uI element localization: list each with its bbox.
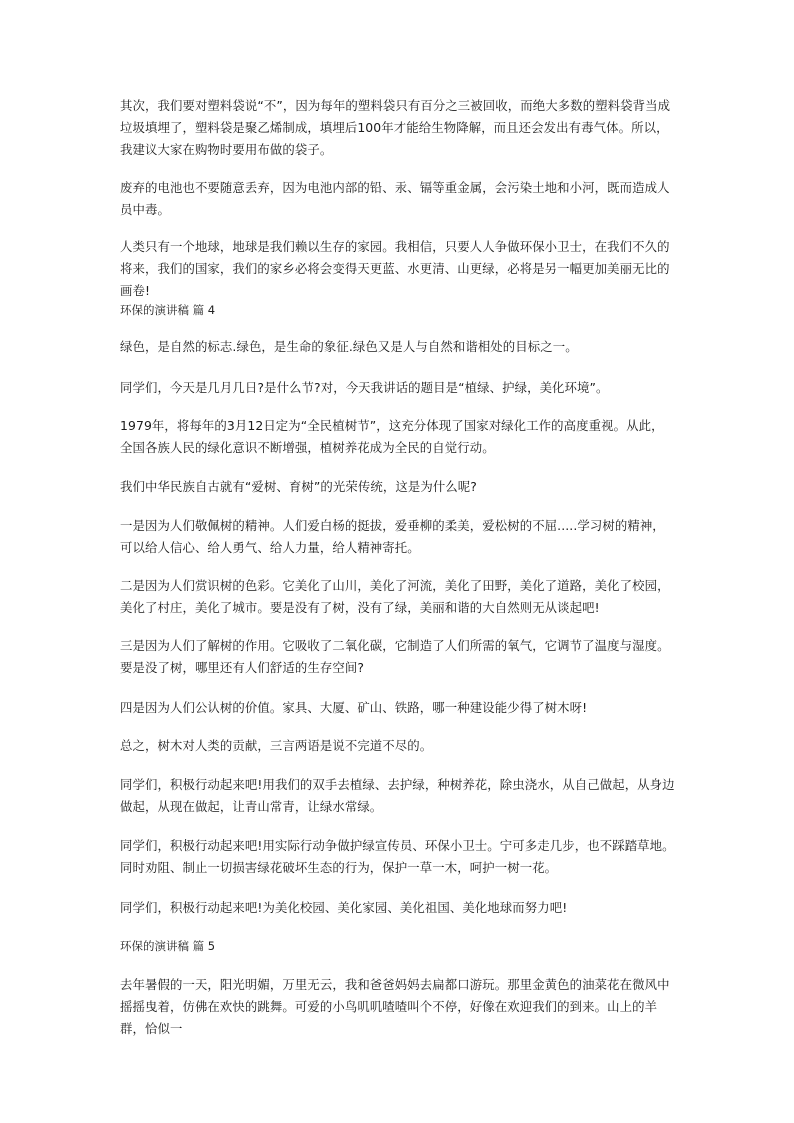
paragraph-summer-trip: 去年暑假的一天，阳光明媚，万里无云，我和爸爸妈妈去扁都口游玩。那里金黄色的油菜花在微风中摇摇曳着，仿佛在欢快的跳舞。可爱的小鸟叽叽喳喳叫个不停，好像在欢迎我们的到来。山上的羊群，恰似一 xyxy=(120,977,670,1036)
paragraph-summary: 总之，树木对人类的贡献，三言两语是说不完道不尽的。 xyxy=(120,738,433,753)
paragraph-reason-three: 三是因为人们了解树的作用。它吸收了二氧化碳，它制造了人们所需的氧气，它调节了温度与湿度。要是没了树，哪里还有人们舒适的生存空间? xyxy=(120,638,670,675)
section-heading-4: 环保的演讲稿 篇 4 xyxy=(120,303,216,317)
paragraph-reason-one: 一是因为人们敬佩树的精神。人们爱白杨的挺拔，爱垂柳的柔美，爱松树的不屈.....学习树的精神，可以给人信心、给人勇气、给人力量，给人精神寄托。 xyxy=(120,518,665,555)
paragraph-arbor-day: 1979年，将每年的3月12日定为“全民植树节”，这充分体现了国家对绿化工作的高度重视。从此，全国各族人民的绿化意识不断增强，植树养花成为全民的自觉行动。 xyxy=(120,418,664,455)
paragraph-reason-four: 四是因为人们公认树的价值。家具、大厦、矿山、铁路，哪一种建设能少得了树木呀! xyxy=(120,700,588,715)
paragraph-tradition-question: 我们中华民族自古就有“爱树、育树”的光荣传统，这是为什么呢? xyxy=(120,479,477,494)
paragraph-green-symbol: 绿色，是自然的标志.绿色，是生命的象征.绿色又是人与自然和谐相处的目标之一。 xyxy=(120,339,578,354)
paragraph-call-to-action-1: 同学们，积极行动起来吧!用我们的双手去植绿、去护绿，种树养花，除虫浇水，从自己做起，从身边做起，从现在做起，让青山常青，让绿水常绿。 xyxy=(120,777,675,814)
paragraph-batteries: 废弃的电池也不要随意丢弃，因为电池内部的铅、汞、镉等重金属，会污染土地和小河，既而造成人员中毒。 xyxy=(120,180,670,217)
paragraph-one-earth: 人类只有一个地球，地球是我们赖以生存的家园。我相信，只要人人争做环保小卫士，在我们不久的将来，我们的国家，我们的家乡必将会变得天更蓝、水更清、山更绿，必将是另一幅更加美丽无比的画卷! xyxy=(120,239,670,298)
paragraph-speech-topic: 同学们，今天是几月几日?是什么节?对，今天我讲话的题目是“植绿、护绿，美化环境”。 xyxy=(120,380,609,395)
paragraph-call-to-action-3: 同学们，积极行动起来吧!为美化校园、美化家园、美化祖国、美化地球而努力吧! xyxy=(120,900,568,915)
paragraph-plastic-bags: 其次，我们要对塑料袋说“不”，因为每年的塑料袋只有百分之三被回收，而绝大多数的塑料袋背当成垃圾填埋了，塑料袋是聚乙烯制成，填埋后100年才能给生物降解，而且还会发出有毒气体。所以，我建议大家在购物时要用布做的袋子。 xyxy=(120,98,671,157)
paragraph-call-to-action-2: 同学们，积极行动起来吧!用实际行动争做护绿宣传员、环保小卫士。宁可多走几步，也不踩踏草地。同时劝阻、制止一切损害绿花破坏生态的行为，保护一草一木，呵护一树一花。 xyxy=(120,838,675,875)
paragraph-reason-two: 二是因为人们赏识树的色彩。它美化了山川，美化了河流，美化了田野，美化了道路，美化了校园，美化了村庄，美化了城市。要是没有了树，没有了绿，美丽和谐的大自然则无从谈起吧! xyxy=(120,578,670,615)
section-heading-5: 环保的演讲稿 篇 5 xyxy=(120,939,216,953)
